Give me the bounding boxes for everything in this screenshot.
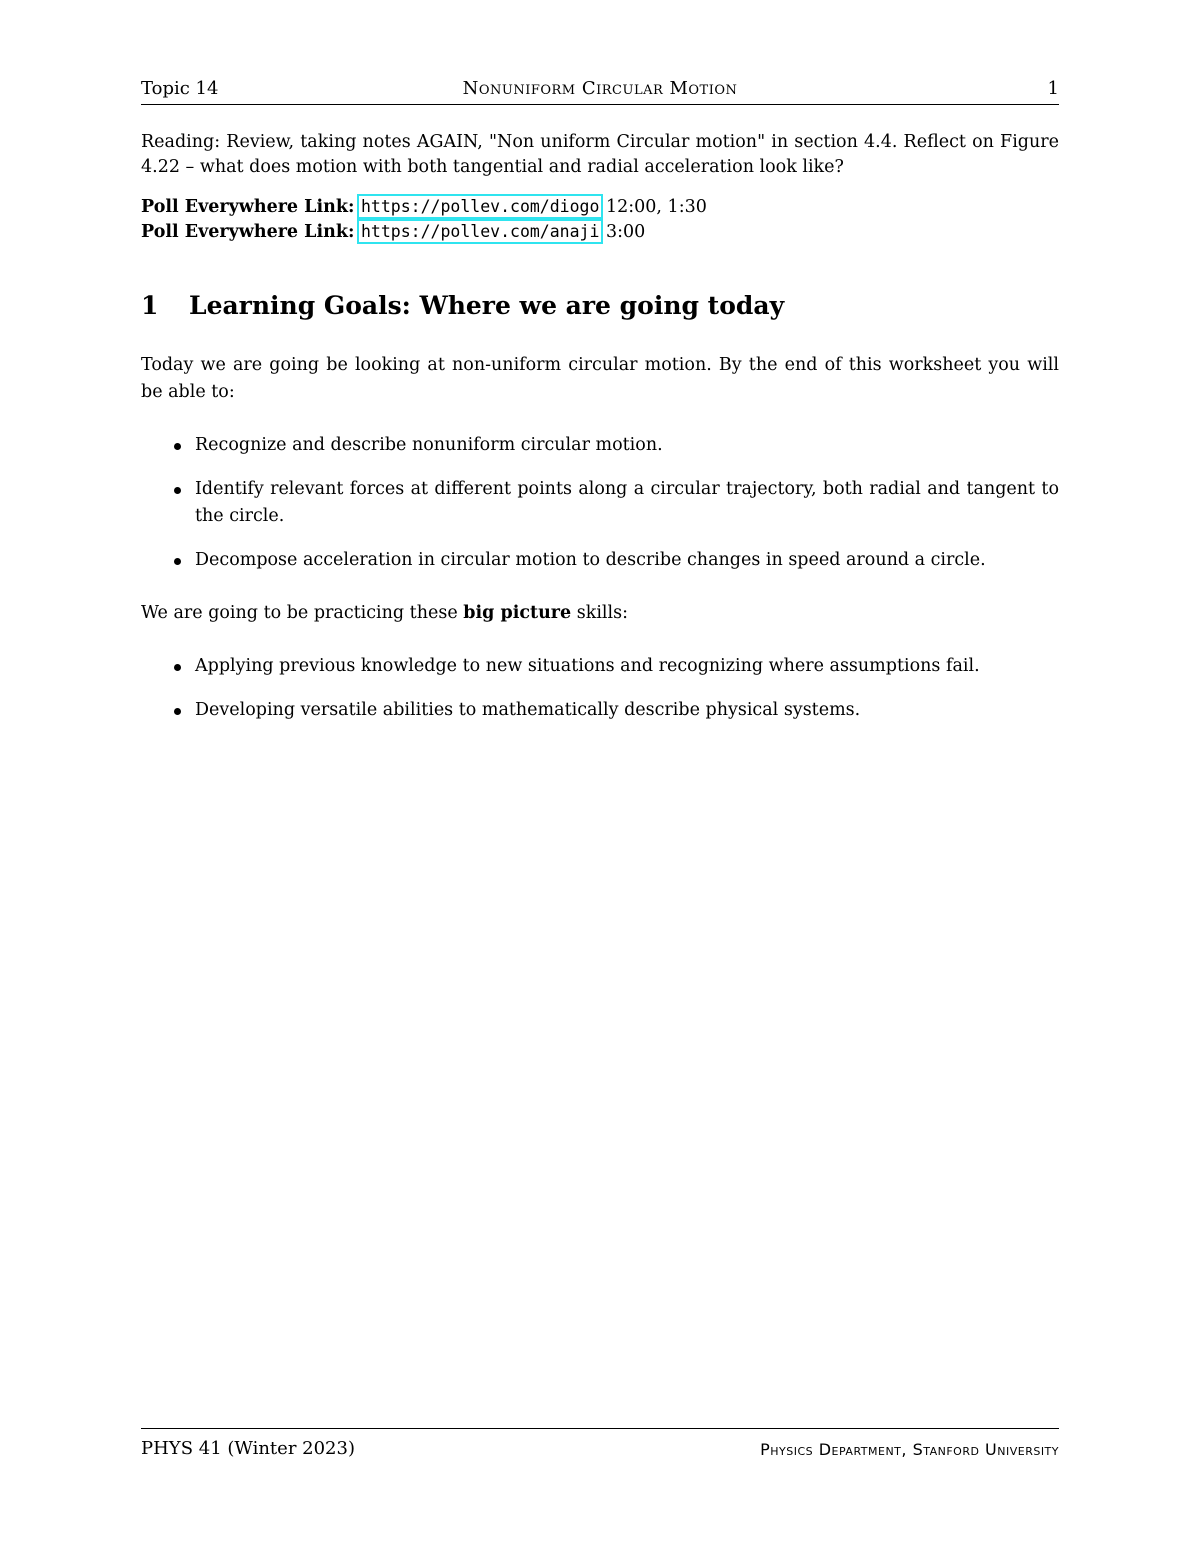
poll-line-1 — [141, 194, 1059, 220]
poll-line-2 — [141, 219, 1059, 245]
skills-intro-text: skills: — [571, 603, 628, 623]
poll-label: Poll Everywhere Link: — [141, 222, 355, 242]
topic-label: Topic 14 — [141, 78, 219, 99]
skills-intro — [141, 600, 1059, 627]
footer-department: Physics Department, Stanford University — [760, 1440, 1059, 1459]
footer-course: PHYS 41 (Winter 2023) — [141, 1438, 355, 1459]
bullet-icon — [174, 664, 181, 671]
intro-paragraph: Today we are going be looking at non-uniform circular motion. By the end of this worksheet you will be able to: — [141, 355, 1059, 402]
goal-text: Recognize and describe nonuniform circular motion. — [195, 435, 663, 455]
list-item — [141, 432, 1059, 459]
skill-text: Developing versatile abilities to mathematically describe physical systems. — [195, 700, 861, 720]
list-item — [141, 547, 1059, 574]
goal-text: Decompose acceleration in circular motion to describe changes in speed around a circle. — [195, 550, 986, 570]
poll-label: Poll Everywhere Link: — [141, 197, 355, 217]
section-number: 1 — [141, 291, 159, 320]
skills-intro-text: We are going to be practicing these — [141, 603, 464, 623]
skills-list — [141, 653, 1059, 741]
footer-divider — [141, 1428, 1059, 1429]
section-title: Learning Goals: Where we are going today — [189, 291, 785, 320]
poll-times: 12:00, 1:30 — [606, 197, 707, 217]
bullet-icon — [174, 487, 181, 494]
worksheet-page — [141, 0, 1059, 1553]
poll-link-diogo[interactable]: https://pollev.com/diogo — [361, 197, 600, 216]
bullet-icon — [174, 558, 181, 565]
poll-times: 3:00 — [606, 222, 646, 242]
running-header — [141, 78, 1059, 105]
skill-text: Applying previous knowledge to new situations and recognizing where assumptions fail. — [195, 656, 980, 676]
goal-text: Identify relevant forces at different points along a circular trajectory, both radial and tangent to the circle. — [195, 479, 1059, 526]
bullet-icon — [174, 443, 181, 450]
list-item — [141, 476, 1059, 530]
reading-paragraph: Reading: Review, taking notes AGAIN, "Non uniform Circular motion" in section 4.4. Reflect on Figure 4.22 – what does motion with both tangential and radial acceleration look like? — [141, 132, 1059, 177]
poll-link-anaji[interactable]: https://pollev.com/anaji — [361, 222, 600, 241]
bullet-icon — [174, 708, 181, 715]
header-title: Nonuniform Circular Motion — [462, 78, 738, 99]
page-number: 1 — [1047, 78, 1059, 99]
list-item — [141, 653, 1059, 680]
section-heading — [141, 290, 1059, 322]
skills-intro-emphasis: big picture — [463, 603, 572, 623]
learning-goals-list — [141, 432, 1059, 591]
list-item — [141, 697, 1059, 724]
